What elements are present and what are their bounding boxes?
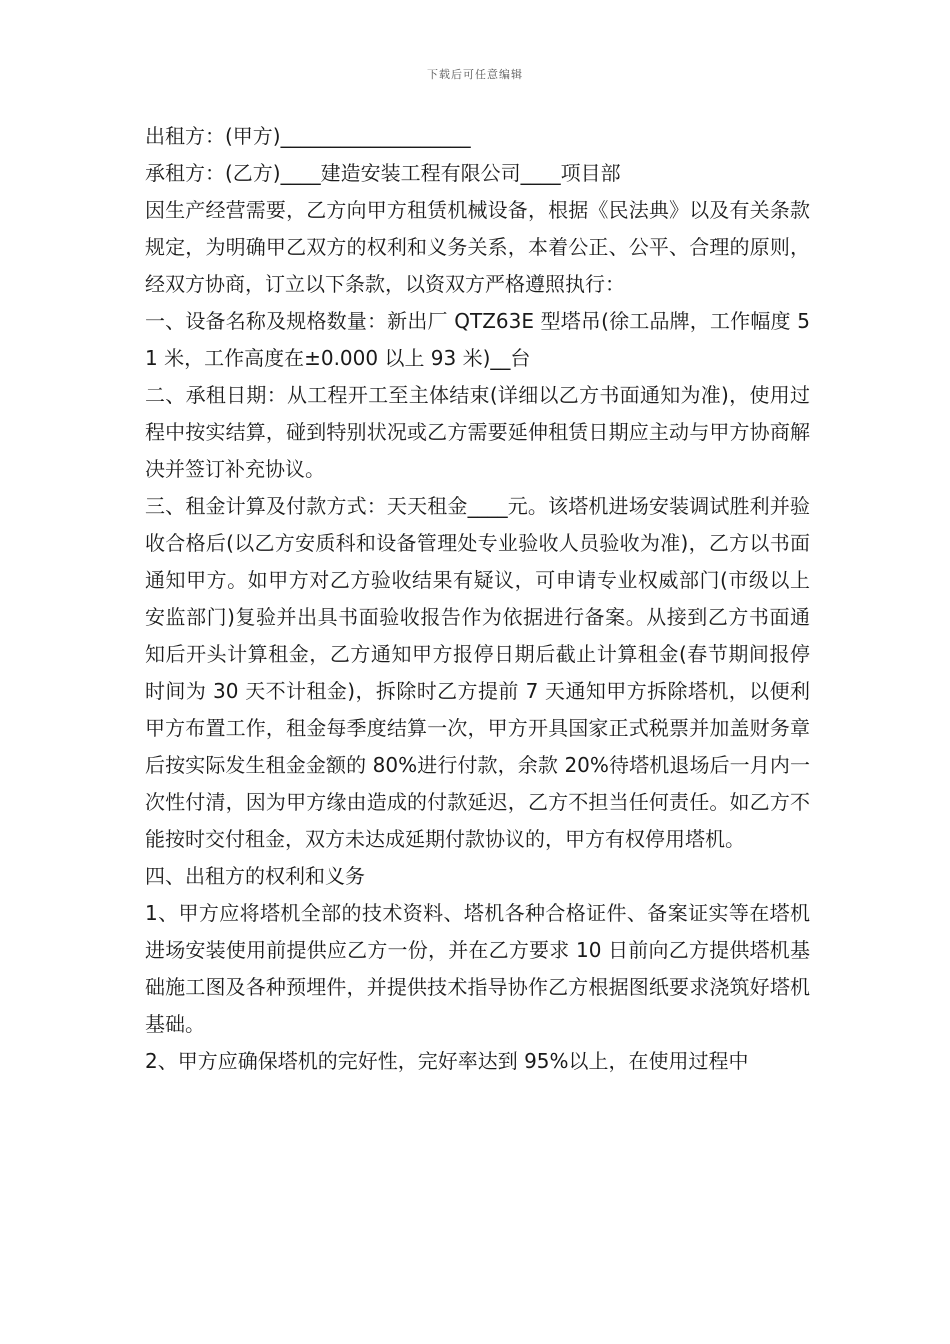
clause-4-heading: 四、出租方的权利和义务 bbox=[145, 864, 365, 888]
header-note: 下载后可任意编辑 bbox=[427, 68, 523, 81]
clause-4-item-2: 2、甲方应确保塔机的完好性，完好率达到 95%以上，在使用过程中 bbox=[145, 1049, 749, 1073]
lessor-line: 出租方：(甲方)___________________ bbox=[145, 124, 471, 148]
contract-body bbox=[145, 118, 810, 1080]
lessee-line: 承租方：(乙方)____建造安装工程有限公司____项目部 bbox=[145, 161, 621, 185]
clause-1-equipment: 一、设备名称及规格数量：新出厂 QTZ63E 型塔吊(徐工品牌，工作幅度 51 米，工作高度在±0.000 以上 93 米)__台 bbox=[145, 309, 810, 370]
clause-4-item-1: 1、甲方应将塔机全部的技术资料、塔机各种合格证件、备案证实等在塔机进场安装使用前提供应乙方一份，并在乙方要求 10 日前向乙方提供塔机基础施工图及各种预埋件，并提供技术指导协作乙方根据图纸要求浇筑好塔机基础。 bbox=[145, 901, 810, 1036]
clause-2-lease-period: 二、承租日期：从工程开工至主体结束(详细以乙方书面通知为准)，使用过程中按实结算，碰到特别状况或乙方需要延伸租赁日期应主动与甲方协商解决并签订补充协议。 bbox=[145, 383, 810, 481]
clause-3-rent-payment: 三、租金计算及付款方式：天天租金____元。该塔机进场安装调试胜利并验收合格后(以乙方安质科和设备管理处专业验收人员验收为准)，乙方以书面通知甲方。如甲方对乙方验收结果有疑议，可申请专业权威部门(市级以上安监部门)复验并出具书面验收报告作为依据进行备案。从接到乙方书面通知后开头计算租金，乙方通知甲方报停日期后截止计算租金(春节期间报停时间为 30 天不计租金)，拆除时乙方提前 7 天通知甲方拆除塔机，以便利甲方布置工作，租金每季度结算一次，甲方开具国家正式税票并加盖财务章后按实际发生租金金额的 80%进行付款，余款 20%待塔机退场后一月内一次性付清，因为甲方缘由造成的付款延迟，乙方不担当任何责任。如乙方不能按时交付租金，双方未达成延期付款协议的，甲方有权停用塔机。 bbox=[145, 494, 810, 851]
preamble-paragraph: 因生产经营需要，乙方向甲方租赁机械设备，根据《民法典》以及有关条款规定，为明确甲乙双方的权利和义务关系，本着公正、公平、合理的原则，经双方协商，订立以下条款，以资双方严格遵照执行： bbox=[145, 198, 810, 296]
